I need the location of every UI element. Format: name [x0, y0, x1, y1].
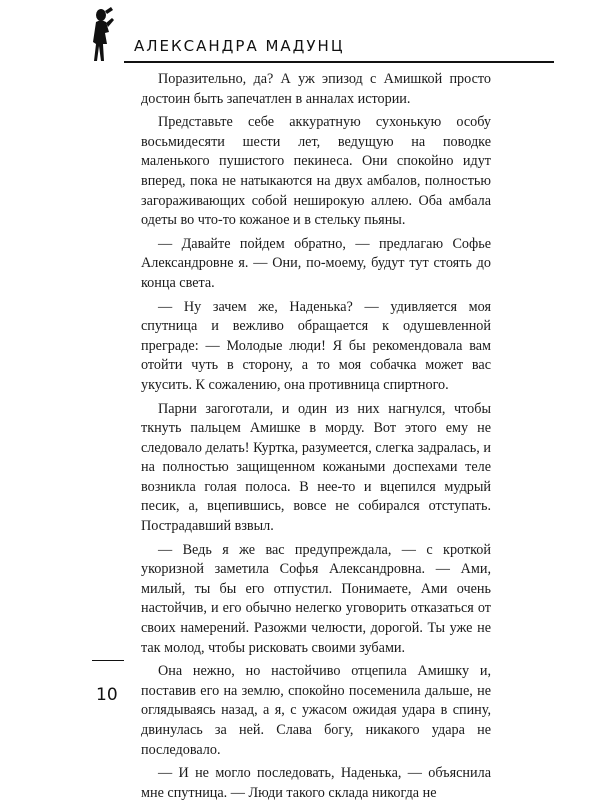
paragraph: Поразительно, да? А уж эпизод с Амишкой просто достоин быть запечатлен в анналах истории. [141, 71, 491, 107]
paragraph: — И не могло последовать, Наденька, — объяснила мне спутница. — Люди такого склада никогда не [141, 765, 491, 801]
header-divider [124, 61, 554, 63]
woman-silhouette-icon [84, 6, 124, 62]
running-header [84, 6, 554, 64]
paragraph: — Давайте пойдем обратно, — предлагаю Софье Александровне я. — Они, по-моему, будут тут стоять до конца света. [141, 235, 491, 291]
paragraph: Парни загоготали, и один из них нагнулся, чтобы ткнуть пальцем Амишке в морду. Вот этого ему не следовало делать! Куртка, разумеется, слегка задралась, и на полностью защищенном кожаными доспехами теле возникла голая полоса. В нее-то и вцепился мудрый песик, а, вцепившись, вовсе не собирался отступать. Пострадавший взвыл. [141, 400, 491, 535]
paragraph: Представьте себе аккуратную сухонькую особу восьмидесяти шести лет, ведущую на поводке маленького пушистого пекинеса. Они спокойно идут вперед, пока не натыкаются на двух амбалов, полностью загораживающих собой неширокую аллею. Оба амбала одеты во что-то кожаное и в стельку пьяны. [141, 114, 491, 229]
paragraph: — Ну зачем же, Наденька? — удивляется моя спутница и вежливо обращается к одушевленной преграде: — Молодые люди! Я бы рекомендовала вам отойти чуть в сторону, а то моя собачка может вас укусить. К сожалению, она противница спиртного. [141, 298, 491, 393]
footer-rule [92, 660, 124, 661]
page-number: 10 [96, 685, 118, 705]
paragraph: Она нежно, но настойчиво отцепила Амишку и, поставив его на землю, спокойно посеменила дальше, не оглядываясь назад, а я, с ужасом ожидая удара в спину, двинулась за ней. Слава богу, никакого удара не последовало. [141, 663, 491, 758]
author-name: АЛЕКСАНДРА МАДУНЦ [134, 37, 345, 55]
paragraph: — Ведь я же вас предупреждала, — с кроткой укоризной заметила Софья Александровна. — Ами, милый, ты бы его отпустил. Понимаете, Ами очень настойчив, и его обычно нелегко уговорить отказаться от своих намерений. Разожми челюсти, дорогой. Ты уже не так молод, чтобы рисковать своими зубами. [141, 541, 491, 656]
body-text [141, 70, 491, 807]
